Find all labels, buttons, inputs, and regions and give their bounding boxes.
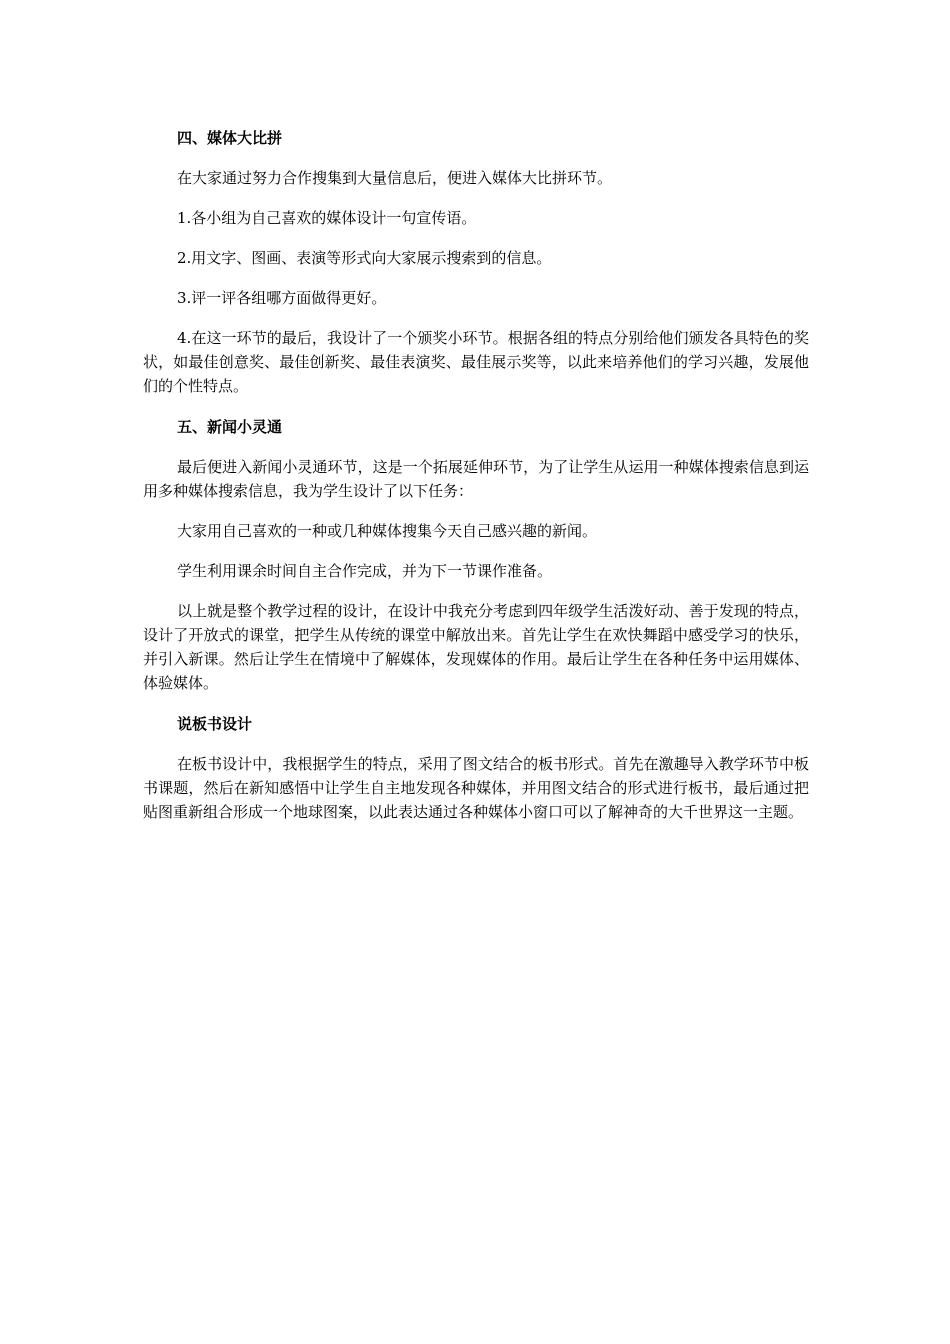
list-item: 1.各小组为自己喜欢的媒体设计一句宣传语。 [177,209,477,227]
paragraph: 在大家通过努力合作搜集到大量信息后，便进入媒体大比拼环节。 [177,169,613,187]
paragraph: 最后便进入新闻小灵通环节，这是一个拓展延伸环节，为了让学生从运用一种媒体搜索信息到运用多种媒体搜索信息，我为学生设计了以下任务： [143,458,809,500]
paragraph: 在板书设计中，我根据学生的特点，采用了图文结合的板书形式。首先在激趣导入教学环节中板书课题，然后在新知感悟中让学生自主地发现各种媒体，并用图文结合的形式进行板书，最后通过把贴图重新组合形成一个地球图案，以此表达通过各种媒体小窗口可以了解神奇的大千世界这一主题。 [143,755,809,821]
document-body [143,126,809,824]
paragraph: 学生利用课余时间自主合作完成，并为下一节课作准备。 [177,562,553,580]
list-item: 4.在这一环节的最后，我设计了一个颁奖小环节。根据各组的特点分别给他们颁发各具特色的奖状，如最佳创意奖、最佳创新奖、最佳表演奖、最佳展示奖等，以此来培养他们的学习兴趣，发展他们的个性特点。 [143,329,809,395]
section-heading-news: 五、新闻小灵通 [177,418,283,436]
paragraph: 大家用自己喜欢的一种或几种媒体搜集今天自己感兴趣的新闻。 [177,522,598,540]
section-heading-media-contest: 四、媒体大比拼 [177,129,283,147]
list-item: 2.用文字、图画、表演等形式向大家展示搜索到的信息。 [177,249,552,267]
list-item: 3.评一评各组哪方面做得更好。 [177,289,387,307]
paragraph: 以上就是整个教学过程的设计，在设计中我充分考虑到四年级学生活泼好动、善于发现的特点，设计了开放式的课堂，把学生从传统的课堂中解放出来。首先让学生在欢快舞蹈中感受学习的快乐，并引入新课。然后让学生在情境中了解媒体，发现媒体的作用。最后让学生在各种任务中运用媒体、体验媒体。 [143,602,809,692]
section-heading-board-design: 说板书设计 [177,715,253,733]
